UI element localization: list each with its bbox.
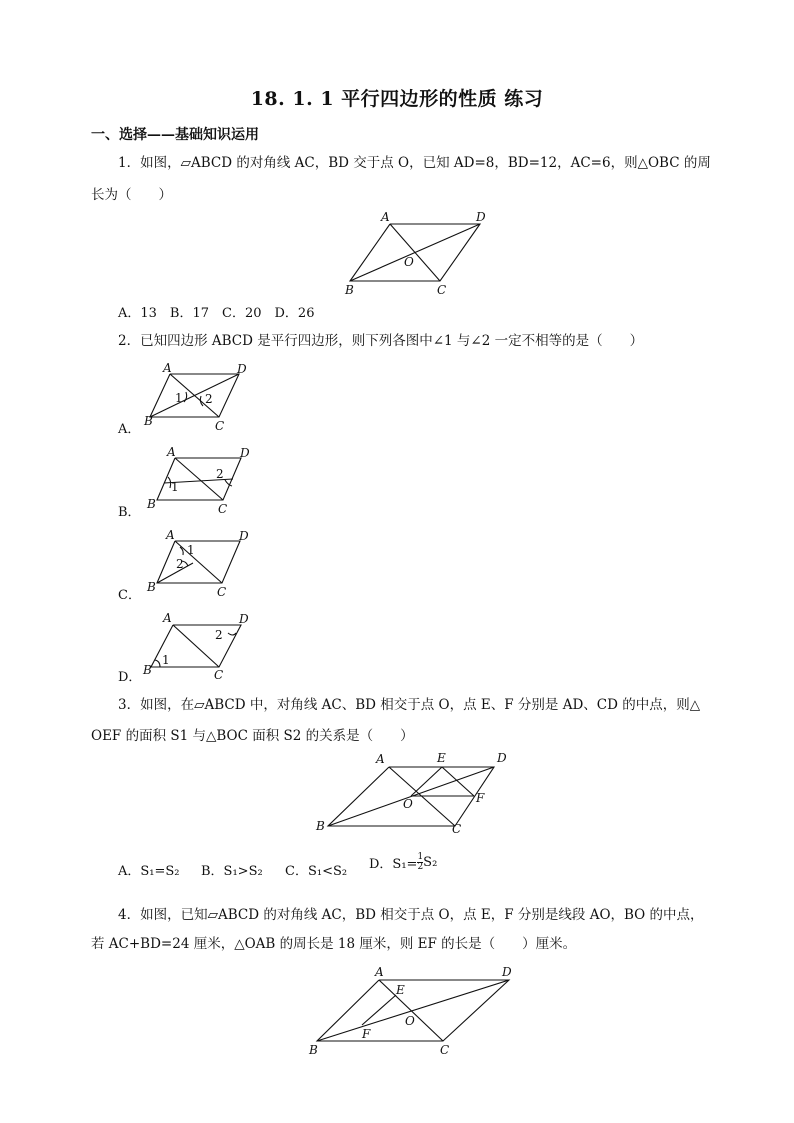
q2d-label-a: A — [163, 611, 172, 625]
q1-label-b: B — [345, 283, 354, 297]
q2-option-a: A． — [118, 422, 141, 437]
q2a-label-d: D — [237, 362, 247, 376]
q3-option-a: A．S₁=S₂ — [118, 864, 180, 879]
q2b-label-1: 1 — [171, 480, 179, 494]
q4-label-e: E — [396, 983, 405, 997]
q3-label-d: D — [497, 751, 507, 765]
q1-line1: 1．如图，▱ABCD 的对角线 AC，BD 交于点 O，已知 AD=8，BD=12，AC=6，则△OBC 的周 — [118, 155, 711, 171]
q3-label-e: E — [437, 751, 446, 765]
q2-option-d: D． — [118, 670, 142, 685]
q3-line1: 3．如图，在▱ABCD 中，对角线 AC、BD 相交于点 O，点 E、F 分别是 AD、CD 的中点，则△ — [118, 697, 701, 713]
q2c-label-a: A — [166, 528, 175, 542]
q1-label-a: A — [381, 210, 390, 224]
q4-diagonal-ac — [379, 980, 443, 1041]
q4-segment-ef — [362, 995, 396, 1025]
page-title: 18. 1. 1 平行四边形的性质 练习 — [250, 88, 544, 110]
q4-line2: 若 AC+BD=24 厘米，△OAB 的周长是 18 厘米，则 EF 的长是（ ）厘米。 — [91, 936, 577, 952]
q2d-label-b: B — [143, 663, 152, 677]
q2-option-b: B． — [118, 505, 141, 520]
q2-option-c: C． — [118, 588, 141, 603]
q3-label-a: A — [376, 752, 385, 766]
q4-label-f: F — [362, 1027, 371, 1041]
q1-options: A．13 B．17 C．20 D．26 — [118, 306, 315, 321]
frac-denominator: 2 — [417, 862, 424, 872]
q4-line1: 4．如图，已知▱ABCD 的对角线 AC，BD 相交于点 O，点 E，F 分别是线段 AO，BO 的中点， — [118, 907, 704, 923]
q2a-label-b: B — [144, 414, 153, 428]
q2c-label-c: C — [217, 585, 227, 599]
q3-label-o: O — [403, 797, 413, 811]
q3-option-b: B．S₁>S₂ — [201, 864, 263, 879]
q1-label-d: D — [476, 210, 486, 224]
q4-label-a: A — [375, 965, 384, 979]
q2b-label-2: 2 — [216, 467, 224, 481]
q1-label-c: C — [437, 283, 447, 297]
q2a-label-1: 1 — [175, 391, 183, 405]
q1-label-o: O — [404, 255, 414, 269]
q2b-label-d: D — [240, 446, 250, 460]
q3-label-f: F — [476, 791, 485, 805]
frac-numerator: 1 — [417, 852, 424, 862]
q2d-label-1: 1 — [162, 653, 170, 667]
q2b-label-c: C — [218, 502, 228, 516]
q2d-label-d: D — [239, 612, 249, 626]
q2a-label-a: A — [163, 361, 172, 375]
q2b-label-a: A — [167, 445, 176, 459]
q4-label-o: O — [405, 1014, 415, 1028]
q3-label-b: B — [316, 819, 325, 833]
q2c-label-2: 2 — [176, 557, 184, 571]
q4-label-c: C — [440, 1043, 450, 1057]
q2c-label-b: B — [147, 580, 156, 594]
q2c-label-d: D — [239, 529, 249, 543]
q2a-label-c: C — [215, 419, 225, 433]
q2a-label-2: 2 — [205, 392, 213, 406]
q3-line2: OEF 的面积 S1 与△BOC 面积 S2 的关系是（ ） — [91, 728, 414, 744]
q2-text: 2．已知四边形 ABCD 是平行四边形，则下列各图中∠1 与∠2 一定不相等的是（ ） — [118, 333, 644, 349]
q1-line2: 长为（ ） — [91, 187, 172, 203]
q2d-label-2: 2 — [215, 628, 223, 642]
q3-option-c: C．S₁<S₂ — [285, 864, 348, 879]
q2c-label-1: 1 — [187, 543, 195, 557]
q3-label-c: C — [452, 822, 462, 836]
q3-option-d-prefix: D．S₁= — [369, 857, 418, 872]
q2d-label-c: C — [214, 668, 224, 682]
q4-label-b: B — [309, 1043, 318, 1057]
q3-option-d-suffix: S₂ — [423, 855, 438, 870]
section-heading: 一、选择——基础知识运用 — [91, 127, 259, 143]
q2b-label-b: B — [147, 497, 156, 511]
q4-diagonal-bd — [317, 980, 509, 1041]
q4-label-d: D — [502, 965, 512, 979]
